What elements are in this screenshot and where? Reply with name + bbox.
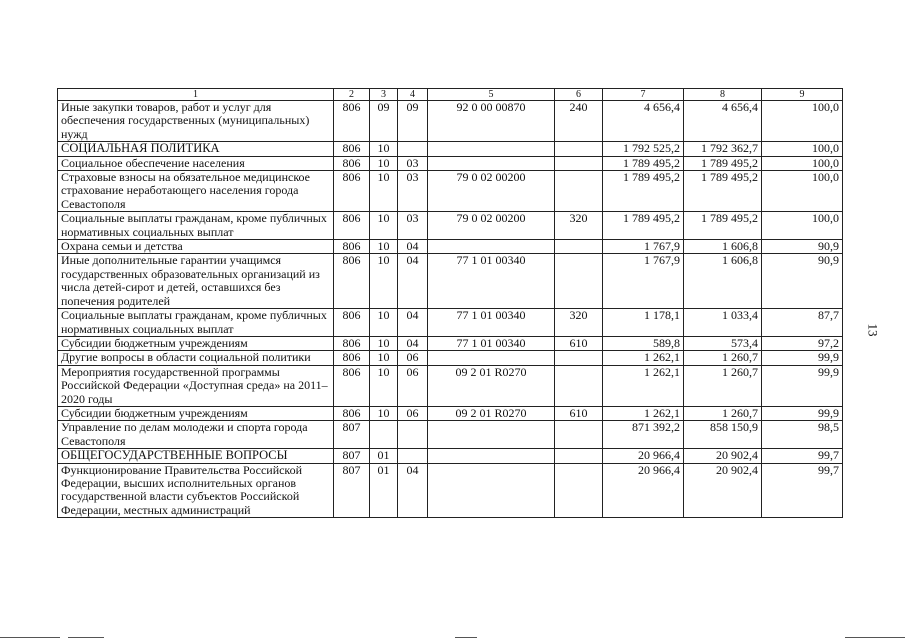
expense-type-cell <box>555 351 603 365</box>
table-body <box>58 101 843 518</box>
subsection-cell <box>398 142 428 156</box>
scan-edge-mark <box>455 637 477 638</box>
grbs-cell: 806 <box>334 351 370 365</box>
percent-cell: 99,7 <box>762 463 843 518</box>
expense-type-cell: 320 <box>555 212 603 240</box>
target-article-cell: 77 1 01 00340 <box>428 336 555 350</box>
column-header: 1 <box>58 89 334 101</box>
actual-cell: 573,4 <box>684 336 762 350</box>
plan-cell: 20 966,4 <box>603 449 684 463</box>
subsection-cell: 06 <box>398 365 428 406</box>
scan-edge-mark <box>845 637 905 638</box>
actual-cell: 1 260,7 <box>684 351 762 365</box>
plan-cell: 1 262,1 <box>603 406 684 420</box>
grbs-cell: 806 <box>334 406 370 420</box>
target-article-cell <box>428 240 555 254</box>
subsection-cell: 06 <box>398 351 428 365</box>
plan-cell: 1 789 495,2 <box>603 156 684 170</box>
section-cell: 01 <box>370 449 398 463</box>
column-header: 9 <box>762 89 843 101</box>
section-cell: 10 <box>370 336 398 350</box>
row-name-cell: Охрана семьи и детства <box>58 240 334 254</box>
percent-cell: 90,9 <box>762 254 843 309</box>
table-row <box>58 336 843 350</box>
target-article-cell <box>428 351 555 365</box>
subsection-cell: 03 <box>398 212 428 240</box>
subsection-cell: 04 <box>398 309 428 337</box>
plan-cell: 1 178,1 <box>603 309 684 337</box>
actual-cell: 1 789 495,2 <box>684 171 762 212</box>
target-article-cell: 92 0 00 00870 <box>428 101 555 142</box>
column-header: 6 <box>555 89 603 101</box>
grbs-cell: 806 <box>334 240 370 254</box>
subsection-cell: 04 <box>398 463 428 518</box>
table-row <box>58 406 843 420</box>
actual-cell: 1 260,7 <box>684 406 762 420</box>
actual-cell: 4 656,4 <box>684 101 762 142</box>
target-article-cell <box>428 156 555 170</box>
grbs-cell: 807 <box>334 421 370 449</box>
scan-edge-mark <box>68 637 104 638</box>
grbs-cell: 807 <box>334 463 370 518</box>
target-article-cell <box>428 421 555 449</box>
expense-type-cell: 610 <box>555 406 603 420</box>
table-row <box>58 171 843 212</box>
subsection-cell <box>398 449 428 463</box>
section-cell: 09 <box>370 101 398 142</box>
subsection-cell <box>398 421 428 449</box>
actual-cell: 20 902,4 <box>684 463 762 518</box>
table-row <box>58 240 843 254</box>
actual-cell: 1 033,4 <box>684 309 762 337</box>
actual-cell: 1 606,8 <box>684 254 762 309</box>
section-cell: 10 <box>370 351 398 365</box>
row-name-cell: Мероприятия государственной программы Российской Федерации «Доступная среда» на 2011–2020 годы <box>58 365 334 406</box>
section-cell: 10 <box>370 212 398 240</box>
table-row <box>58 156 843 170</box>
expense-type-cell <box>555 365 603 406</box>
column-header: 8 <box>684 89 762 101</box>
subsection-cell: 04 <box>398 240 428 254</box>
grbs-cell: 806 <box>334 309 370 337</box>
budget-table <box>57 88 843 518</box>
target-article-cell <box>428 463 555 518</box>
grbs-cell: 806 <box>334 101 370 142</box>
grbs-cell: 807 <box>334 449 370 463</box>
percent-cell: 100,0 <box>762 212 843 240</box>
table-row <box>58 101 843 142</box>
target-article-cell: 79 0 02 00200 <box>428 212 555 240</box>
table-row <box>58 449 843 463</box>
column-header: 4 <box>398 89 428 101</box>
table-row <box>58 309 843 337</box>
section-cell: 10 <box>370 309 398 337</box>
grbs-cell: 806 <box>334 156 370 170</box>
subsection-cell: 06 <box>398 406 428 420</box>
row-name-cell: Страховые взносы на обязательное медицинское страхование неработающего населения города Севастополя <box>58 171 334 212</box>
target-article-cell <box>428 142 555 156</box>
percent-cell: 100,0 <box>762 156 843 170</box>
subsection-cell: 03 <box>398 156 428 170</box>
table-row <box>58 365 843 406</box>
percent-cell: 99,9 <box>762 406 843 420</box>
row-name-cell: Субсидии бюджетным учреждениям <box>58 336 334 350</box>
expense-type-cell <box>555 240 603 254</box>
table-row <box>58 212 843 240</box>
plan-cell: 871 392,2 <box>603 421 684 449</box>
table-row <box>58 421 843 449</box>
percent-cell: 99,7 <box>762 449 843 463</box>
plan-cell: 1 262,1 <box>603 351 684 365</box>
plan-cell: 1 767,9 <box>603 254 684 309</box>
row-name-cell: Иные закупки товаров, работ и услуг для обеспечения государственных (муниципальных) нужд <box>58 101 334 142</box>
expense-type-cell <box>555 171 603 212</box>
section-cell: 10 <box>370 240 398 254</box>
table-row <box>58 351 843 365</box>
column-number-row <box>58 89 843 101</box>
plan-cell: 589,8 <box>603 336 684 350</box>
section-cell: 10 <box>370 365 398 406</box>
plan-cell: 1 792 525,2 <box>603 142 684 156</box>
target-article-cell: 77 1 01 00340 <box>428 309 555 337</box>
actual-cell: 858 150,9 <box>684 421 762 449</box>
table-row <box>58 254 843 309</box>
column-header: 7 <box>603 89 684 101</box>
row-name-cell: Социальные выплаты гражданам, кроме публичных нормативных социальных выплат <box>58 309 334 337</box>
subsection-cell: 04 <box>398 336 428 350</box>
plan-cell: 20 966,4 <box>603 463 684 518</box>
row-name-cell: Функционирование Правительства Российской Федерации, высших исполнительных органов государственной власти субъектов Российской Федерации, местных администраций <box>58 463 334 518</box>
row-name-cell: Другие вопросы в области социальной политики <box>58 351 334 365</box>
expense-type-cell <box>555 449 603 463</box>
table-row <box>58 142 843 156</box>
subsection-cell: 04 <box>398 254 428 309</box>
percent-cell: 100,0 <box>762 142 843 156</box>
row-name-cell: Социальные выплаты гражданам, кроме публичных нормативных социальных выплат <box>58 212 334 240</box>
row-name-cell: Управление по делам молодежи и спорта города Севастополя <box>58 421 334 449</box>
actual-cell: 1 792 362,7 <box>684 142 762 156</box>
expense-type-cell <box>555 421 603 449</box>
percent-cell: 87,7 <box>762 309 843 337</box>
expense-type-cell <box>555 142 603 156</box>
plan-cell: 1 767,9 <box>603 240 684 254</box>
row-name-cell: Иные дополнительные гарантии учащимся государственных образовательных организаций из числа детей-сирот и детей, оставшихся без попечения родителей <box>58 254 334 309</box>
subsection-cell: 03 <box>398 171 428 212</box>
expense-type-cell: 320 <box>555 309 603 337</box>
column-header: 3 <box>370 89 398 101</box>
plan-cell: 1 262,1 <box>603 365 684 406</box>
row-name-cell: ОБЩЕГОСУДАРСТВЕННЫЕ ВОПРОСЫ <box>58 449 334 463</box>
percent-cell: 100,0 <box>762 171 843 212</box>
percent-cell: 100,0 <box>762 101 843 142</box>
actual-cell: 1 789 495,2 <box>684 212 762 240</box>
percent-cell: 99,9 <box>762 351 843 365</box>
target-article-cell: 09 2 01 R0270 <box>428 406 555 420</box>
section-cell: 10 <box>370 171 398 212</box>
page-number: 13 <box>865 323 881 337</box>
target-article-cell: 77 1 01 00340 <box>428 254 555 309</box>
actual-cell: 1 606,8 <box>684 240 762 254</box>
plan-cell: 4 656,4 <box>603 101 684 142</box>
target-article-cell: 09 2 01 R0270 <box>428 365 555 406</box>
grbs-cell: 806 <box>334 336 370 350</box>
expense-type-cell <box>555 254 603 309</box>
row-name-cell: Субсидии бюджетным учреждениям <box>58 406 334 420</box>
grbs-cell: 806 <box>334 365 370 406</box>
section-cell: 10 <box>370 254 398 309</box>
actual-cell: 1 260,7 <box>684 365 762 406</box>
row-name-cell: СОЦИАЛЬНАЯ ПОЛИТИКА <box>58 142 334 156</box>
section-cell: 10 <box>370 142 398 156</box>
percent-cell: 97,2 <box>762 336 843 350</box>
expense-type-cell: 610 <box>555 336 603 350</box>
grbs-cell: 806 <box>334 212 370 240</box>
grbs-cell: 806 <box>334 171 370 212</box>
section-cell: 10 <box>370 406 398 420</box>
table-row <box>58 463 843 518</box>
expense-type-cell <box>555 156 603 170</box>
column-header: 2 <box>334 89 370 101</box>
actual-cell: 20 902,4 <box>684 449 762 463</box>
percent-cell: 99,9 <box>762 365 843 406</box>
grbs-cell: 806 <box>334 142 370 156</box>
plan-cell: 1 789 495,2 <box>603 171 684 212</box>
percent-cell: 90,9 <box>762 240 843 254</box>
subsection-cell: 09 <box>398 101 428 142</box>
target-article-cell <box>428 449 555 463</box>
section-cell: 10 <box>370 156 398 170</box>
column-header: 5 <box>428 89 555 101</box>
expense-type-cell <box>555 463 603 518</box>
expense-type-cell: 240 <box>555 101 603 142</box>
actual-cell: 1 789 495,2 <box>684 156 762 170</box>
plan-cell: 1 789 495,2 <box>603 212 684 240</box>
row-name-cell: Социальное обеспечение населения <box>58 156 334 170</box>
percent-cell: 98,5 <box>762 421 843 449</box>
scan-edge-mark <box>0 637 60 638</box>
section-cell: 01 <box>370 463 398 518</box>
section-cell <box>370 421 398 449</box>
grbs-cell: 806 <box>334 254 370 309</box>
target-article-cell: 79 0 02 00200 <box>428 171 555 212</box>
